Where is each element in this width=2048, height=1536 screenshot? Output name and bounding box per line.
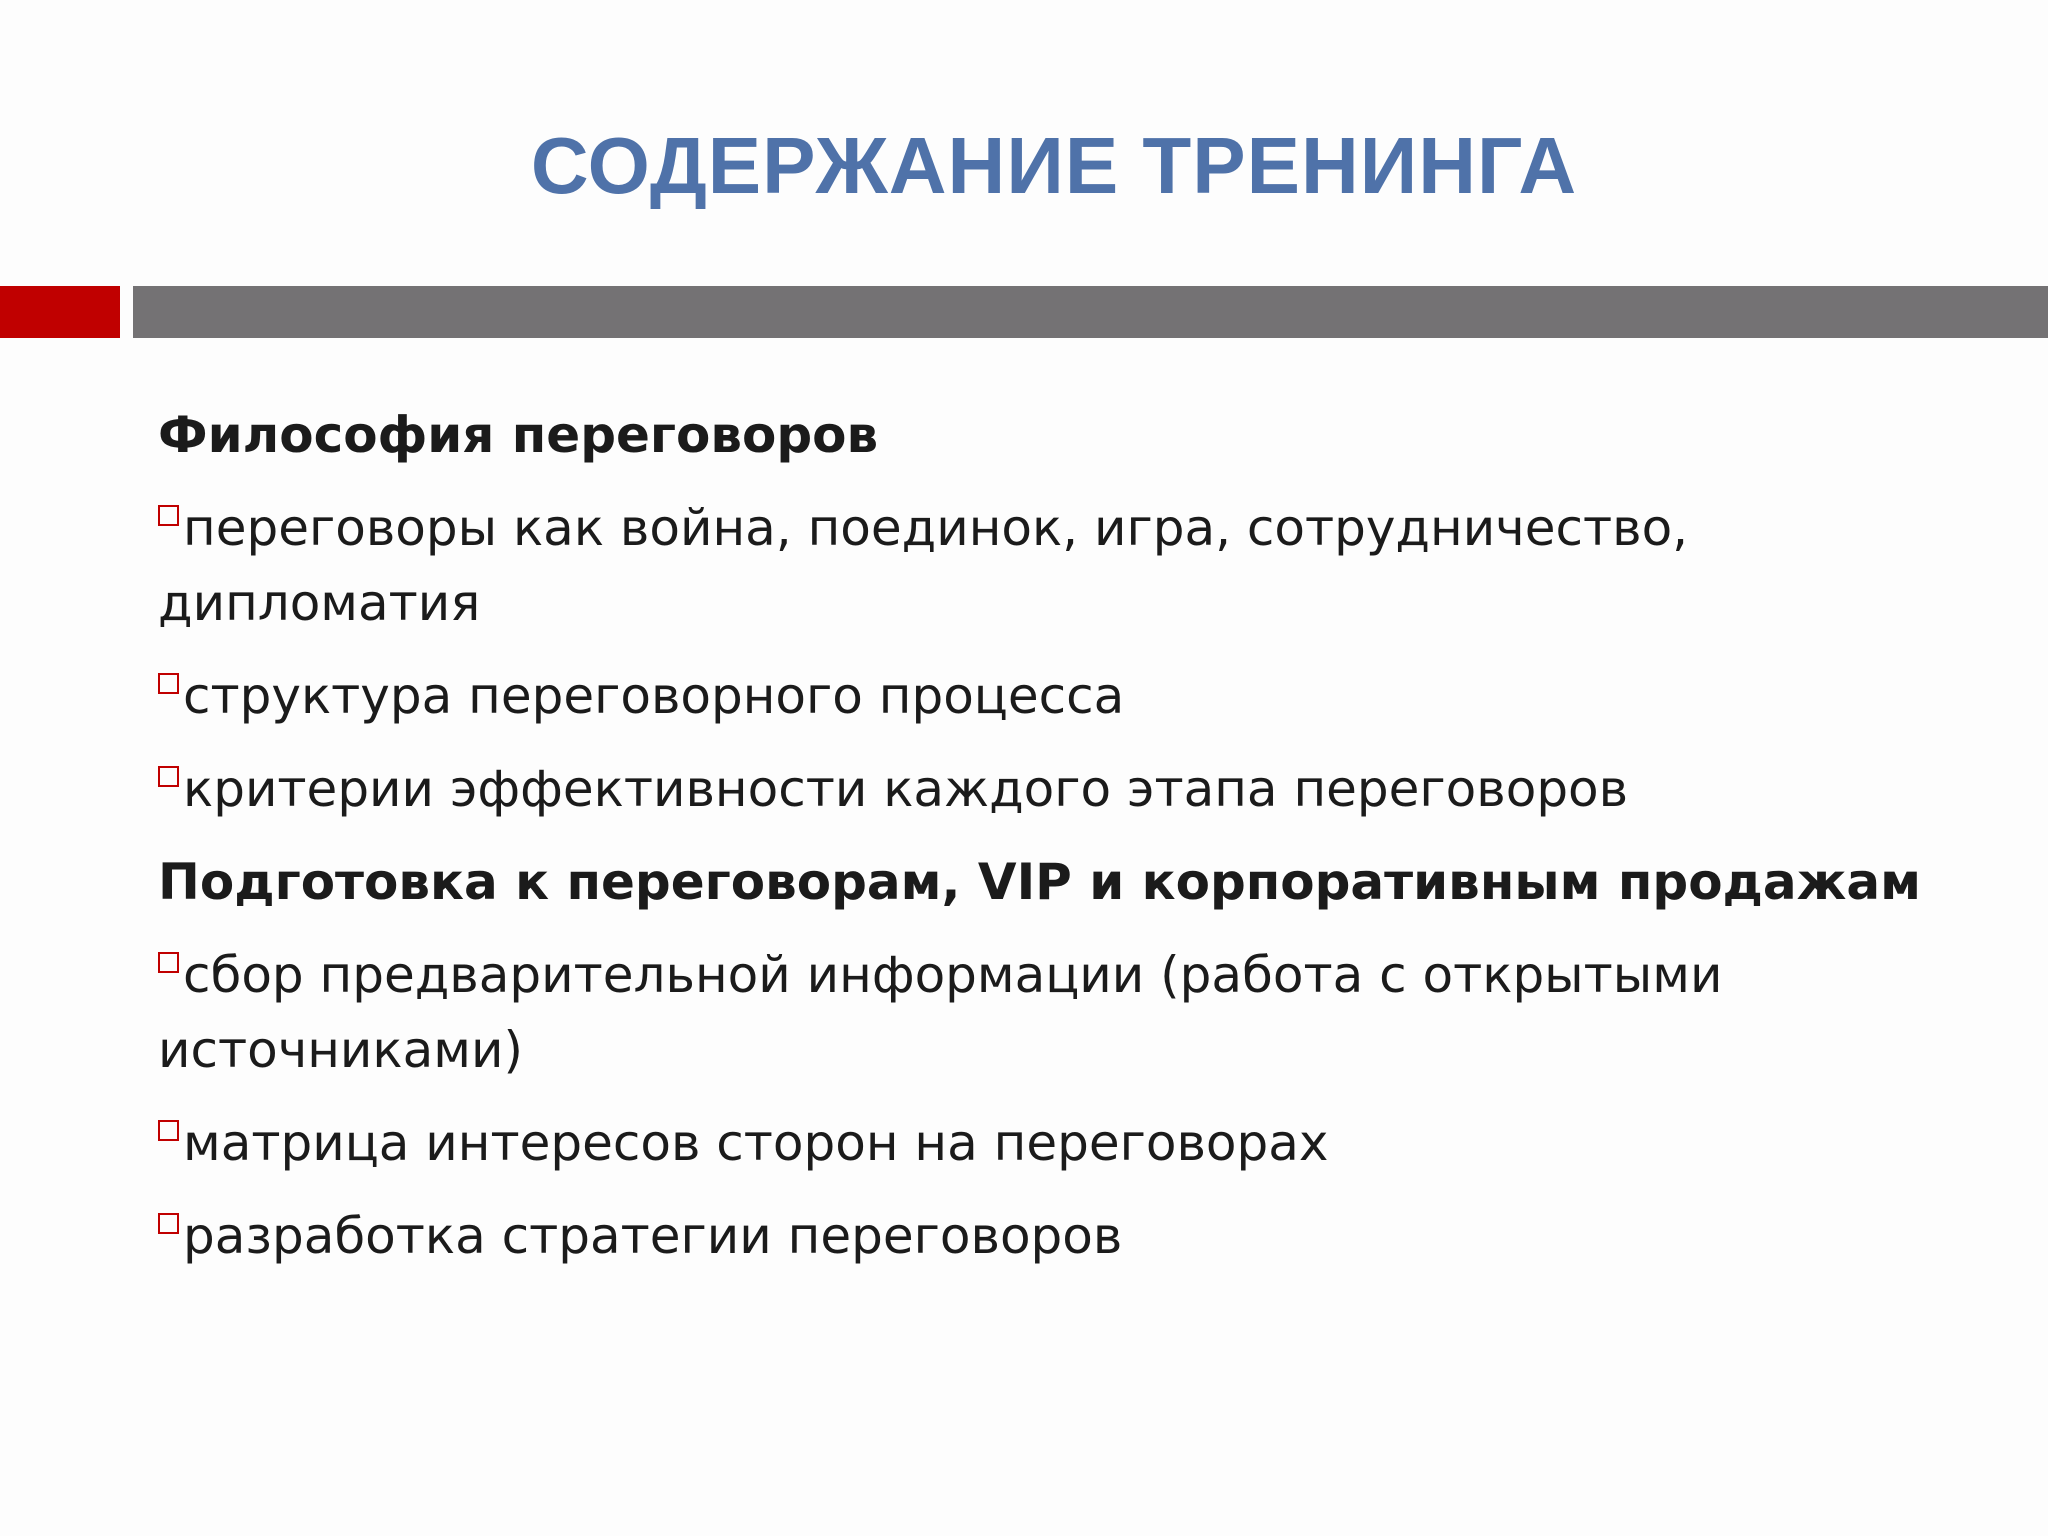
list-item xyxy=(158,1199,1918,1274)
section-heading: Подготовка к переговорам, VIP и корпоративным продажам xyxy=(158,853,1922,911)
slide-content xyxy=(158,398,1922,1292)
list-item xyxy=(158,752,1918,827)
list-item-text: переговоры как война, поединок, игра, сотрудничество, дипломатия xyxy=(158,499,1689,632)
list-item-text: критерии эффективности каждого этапа переговоров xyxy=(183,760,1629,818)
list-item xyxy=(158,938,1918,1088)
square-bullet-icon xyxy=(158,766,179,787)
list-item-text: матрица интересов сторон на переговорах xyxy=(183,1114,1329,1172)
title-divider-bar xyxy=(133,286,2048,338)
list-item xyxy=(158,659,1918,734)
slide-title: СОДЕРЖАНИЕ ТРЕНИНГА xyxy=(530,121,1578,210)
section-preparation xyxy=(158,845,1922,1274)
section-heading: Философия переговоров xyxy=(158,406,879,464)
list-item-text: сбор предварительной информации (работа с открытыми источниками) xyxy=(158,946,1723,1079)
square-bullet-icon xyxy=(158,1120,179,1141)
section-philosophy xyxy=(158,398,1918,827)
list-item-text: структура переговорного процесса xyxy=(183,667,1125,725)
list-item xyxy=(158,1106,1918,1181)
square-bullet-icon xyxy=(158,952,179,973)
list-item xyxy=(158,491,1918,641)
list-item-text: разработка стратегии переговоров xyxy=(183,1207,1123,1265)
square-bullet-icon xyxy=(158,1213,179,1234)
square-bullet-icon xyxy=(158,505,179,526)
title-accent-bar xyxy=(0,286,120,338)
square-bullet-icon xyxy=(158,673,179,694)
